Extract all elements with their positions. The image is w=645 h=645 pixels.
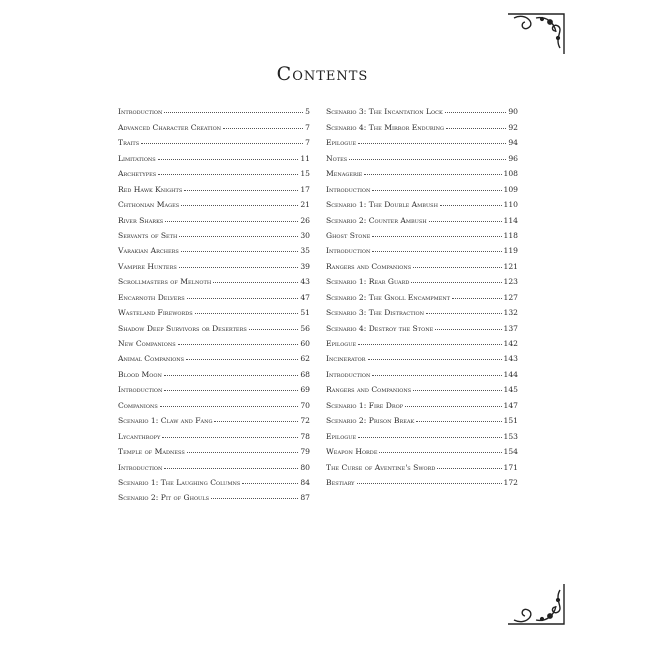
dot-leader (440, 205, 502, 206)
toc-entry-title: Scrollmasters of Melnoth (118, 277, 212, 287)
dot-leader (249, 329, 299, 330)
toc-entry[interactable] (326, 225, 518, 240)
toc-entry-title: Traits (118, 138, 140, 148)
toc-entry-page: 30 (300, 230, 310, 240)
dot-leader (164, 390, 298, 391)
toc-entry-page: 68 (300, 369, 310, 379)
toc-entry-page: 119 (503, 246, 518, 256)
dot-leader (446, 128, 506, 129)
flourish-bottom-right-icon (506, 582, 566, 630)
toc-entry-page: 26 (300, 215, 310, 225)
dot-leader (179, 267, 299, 268)
toc-entry[interactable] (326, 317, 518, 332)
dot-leader (178, 344, 299, 345)
dot-leader (379, 452, 501, 453)
toc-entry[interactable] (118, 194, 310, 209)
dot-leader (364, 174, 501, 175)
dot-leader (349, 159, 506, 160)
toc-entry-page: 17 (300, 184, 310, 194)
dot-leader (357, 483, 502, 484)
dot-leader (181, 205, 298, 206)
toc-entry-title: Scenario 3: The Distraction (326, 308, 425, 318)
toc-entry-title: Advanced Character Creation (118, 122, 222, 132)
toc-entry[interactable] (326, 441, 518, 456)
toc-entry-page: 137 (503, 323, 518, 333)
toc-entry-title: Limitations (118, 153, 156, 163)
toc-entry-title: Epilogue (326, 431, 357, 441)
toc-entry[interactable] (118, 394, 310, 409)
dot-leader (405, 406, 501, 407)
toc-entry-page: 145 (503, 385, 518, 395)
toc-entry[interactable] (118, 240, 310, 255)
dot-leader (158, 174, 298, 175)
toc-entry[interactable] (118, 456, 310, 471)
toc-entry[interactable] (326, 472, 518, 487)
toc-entry[interactable] (118, 225, 310, 240)
toc-entry-page: 121 (503, 261, 518, 271)
toc-entry[interactable] (326, 209, 518, 224)
toc-entry[interactable] (326, 302, 518, 317)
dot-leader (181, 251, 298, 252)
dot-leader (242, 483, 298, 484)
toc-entry-page: 5 (305, 107, 310, 117)
dot-leader (211, 498, 298, 499)
toc-entry-title: Scenario 4: The Mirror Enduring (326, 122, 445, 132)
toc-entry[interactable] (118, 101, 310, 116)
toc-entry-page: 72 (300, 416, 310, 426)
toc-entry-title: Introduction (326, 246, 371, 256)
toc-column-right (326, 101, 518, 487)
toc-entry-page: 84 (300, 477, 310, 487)
toc-entry-title: Scenario 4: Destroy the Stone (326, 323, 434, 333)
dot-leader (372, 251, 501, 252)
toc-entry-page: 70 (300, 400, 310, 410)
dot-leader (435, 329, 501, 330)
page-title: Contents (276, 63, 369, 85)
toc-entry-title: Scenario 2: Pit of Ghouls (118, 493, 210, 503)
dot-leader (184, 190, 298, 191)
toc-entry-title: Temple of Madness (118, 447, 185, 457)
dot-leader (445, 112, 507, 113)
toc-entry-page: 154 (503, 447, 518, 457)
dot-leader (413, 390, 501, 391)
toc-entry-page: 60 (300, 339, 310, 348)
dot-leader (186, 359, 298, 360)
toc-entry[interactable] (118, 271, 310, 286)
toc-entry[interactable] (326, 132, 518, 147)
dot-leader (358, 437, 501, 438)
toc-entry[interactable] (118, 410, 310, 425)
toc-entry-page: 90 (508, 107, 518, 117)
toc-entry[interactable] (326, 410, 518, 425)
toc-entry-page: 11 (300, 153, 310, 163)
toc-entry[interactable] (326, 240, 518, 255)
dot-leader (429, 221, 502, 222)
toc-entry-title: Chthonian Mages (118, 200, 180, 210)
toc-entry-title: Encarnoth Delvers (118, 292, 185, 302)
toc-entry[interactable] (118, 286, 310, 301)
toc-entry-page: 35 (300, 246, 310, 256)
toc-entry[interactable] (118, 209, 310, 224)
toc-entry[interactable] (118, 363, 310, 378)
toc-entry-page: 172 (503, 477, 518, 487)
toc-entry-title: Introduction (118, 107, 163, 117)
toc-entry-title: Bestiary (326, 477, 355, 487)
toc-entry[interactable] (326, 116, 518, 131)
toc-entry-title: Archetypes (118, 169, 157, 179)
toc-entry-page: 153 (503, 431, 518, 441)
toc-entry[interactable] (118, 348, 310, 363)
toc-entry-page: 147 (503, 400, 518, 410)
toc-entry-page: 114 (503, 215, 518, 225)
dot-leader (195, 313, 299, 314)
toc-entry-page: 108 (503, 169, 518, 179)
toc-entry-title: Red Hawk Knights (118, 184, 183, 194)
toc-entry-title: Ghost Stone (326, 230, 371, 240)
toc-entry-title: Scenario 1: Claw and Fang (118, 416, 213, 426)
toc-entry-page: 39 (300, 261, 310, 271)
dot-leader (164, 468, 298, 469)
toc-entry-title: Weapon Horde (326, 447, 378, 457)
toc-entry-title: New Companions (118, 339, 176, 348)
toc-entry-page: 15 (300, 169, 310, 179)
toc-entry[interactable] (326, 163, 518, 178)
dot-leader (452, 298, 501, 299)
dot-leader (416, 421, 501, 422)
toc-entry-page: 69 (300, 385, 310, 395)
dot-leader (187, 298, 299, 299)
toc-entry-title: Companions (118, 400, 158, 410)
dot-leader (223, 128, 303, 129)
toc-entry-title: Introduction (326, 369, 371, 379)
toc-entry[interactable] (118, 147, 310, 162)
toc-entry-page: 127 (503, 292, 518, 302)
toc-entry[interactable] (326, 394, 518, 409)
toc-entry-title: Introduction (326, 184, 371, 194)
toc-entry-title: Varakian Archers (118, 246, 179, 256)
toc-entry[interactable] (326, 456, 518, 471)
toc-entry[interactable] (118, 333, 310, 348)
toc-entry-title: Scenario 2: Counter Ambush (326, 215, 427, 225)
toc-entry-title: Animal Companions (118, 354, 185, 364)
dot-leader (160, 406, 299, 407)
toc-entry-title: Blood Moon (118, 369, 162, 379)
toc-entry-page: 123 (503, 277, 518, 287)
toc-entry[interactable] (118, 255, 310, 270)
toc-entry-title: Shadow Deep Survivors or Deserters (118, 323, 247, 333)
toc-entry-page: 21 (300, 200, 310, 210)
toc-entry-title: Servants of Seth (118, 230, 178, 240)
toc-entry-title: Scenario 2: Prison Break (326, 416, 415, 426)
toc-entry-page: 92 (508, 122, 518, 132)
dot-leader (426, 313, 501, 314)
toc-entry-title: Introduction (118, 462, 163, 472)
dot-leader (165, 221, 298, 222)
toc-entry[interactable] (118, 116, 310, 131)
toc-entry[interactable] (326, 255, 518, 270)
dot-leader (372, 190, 501, 191)
toc-entry-page: 7 (305, 122, 310, 132)
toc-entry-title: Notes (326, 153, 348, 163)
toc-entry-title: The Curse of Aventine's Sword (326, 462, 436, 472)
toc-entry[interactable] (118, 302, 310, 317)
toc-entry-title: Wasteland Firewords (118, 308, 193, 318)
toc-entry[interactable] (326, 101, 518, 116)
dot-leader (372, 375, 501, 376)
dot-leader (413, 267, 501, 268)
toc-entry-title: Vampire Hunters (118, 261, 177, 271)
dot-leader (358, 344, 501, 345)
toc-entry-title: Scenario 3: The Incantation Lock (326, 107, 443, 117)
toc-entry[interactable] (326, 348, 518, 363)
toc-entry-page: 151 (503, 416, 518, 426)
toc-entry-page: 94 (508, 138, 518, 148)
toc-entry-title: Scenario 2: The Gnoll Encampment (326, 292, 451, 302)
toc-entry-page: 144 (503, 369, 518, 379)
toc-entry-title: Menagerie (326, 169, 363, 179)
dot-leader (164, 375, 298, 376)
toc-entry-page: 56 (300, 323, 310, 333)
dot-leader (179, 236, 298, 237)
toc-entry-page: 78 (300, 431, 310, 441)
toc-entry[interactable] (118, 425, 310, 440)
toc-entry[interactable] (326, 147, 518, 162)
dot-leader (164, 112, 303, 113)
dot-leader (213, 282, 298, 283)
toc-entry-page: 80 (300, 462, 310, 472)
toc-entry[interactable] (118, 487, 310, 502)
toc-entry-page: 7 (305, 138, 310, 148)
toc-entry-title: Introduction (118, 385, 163, 395)
toc-entry[interactable] (118, 163, 310, 178)
toc-entry-title: Scenario 1: The Laughing Columns (118, 477, 241, 487)
toc-entry-page: 62 (300, 354, 310, 364)
toc-entry[interactable] (118, 441, 310, 456)
toc-entry-page: 143 (503, 354, 518, 364)
toc-entry[interactable] (118, 472, 310, 487)
toc-entry-title: Incinerator (326, 354, 366, 364)
dot-leader (372, 236, 501, 237)
toc-entry[interactable] (326, 333, 518, 348)
toc-entry[interactable] (326, 379, 518, 394)
dot-leader (358, 143, 506, 144)
dot-leader (162, 437, 298, 438)
toc-entry[interactable] (118, 178, 310, 193)
toc-entry-page: 96 (508, 153, 518, 163)
toc-entry[interactable] (326, 178, 518, 193)
toc-entry[interactable] (118, 132, 310, 147)
dot-leader (141, 143, 303, 144)
toc-entry-page: 43 (300, 277, 310, 287)
flourish-top-right-icon (506, 8, 566, 56)
toc-entry-title: Epilogue (326, 339, 357, 348)
toc-entry[interactable] (118, 379, 310, 394)
toc-entry-page: 47 (300, 292, 310, 302)
toc-entry-page: 51 (300, 308, 310, 318)
toc-entry[interactable] (326, 194, 518, 209)
toc-entry-title: Scenario 1: Fire Drop (326, 400, 404, 410)
toc-entry-page: 142 (503, 339, 518, 348)
dot-leader (437, 468, 501, 469)
toc-entry-page: 87 (300, 493, 310, 503)
toc-entry[interactable] (118, 317, 310, 332)
toc-entry[interactable] (326, 425, 518, 440)
toc-entry-title: Scenario 1: Rear Guard (326, 277, 410, 287)
toc-entry-page: 132 (503, 308, 518, 318)
dot-leader (214, 421, 298, 422)
toc-entry-page: 79 (300, 447, 310, 457)
toc-entry[interactable] (326, 363, 518, 378)
toc-entry-title: Rangers and Companions (326, 261, 412, 271)
toc-entry[interactable] (326, 286, 518, 301)
toc-entry-page: 110 (503, 200, 518, 210)
toc-entry-title: River Sharks (118, 215, 164, 225)
toc-entry-title: Rangers and Companions (326, 385, 412, 395)
toc-entry-title: Epilogue (326, 138, 357, 148)
toc-entry-page: 118 (503, 230, 518, 240)
toc-entry-title: Scenario 1: The Double Ambush (326, 200, 438, 210)
toc-column-left (118, 101, 310, 502)
dot-leader (187, 452, 299, 453)
dot-leader (368, 359, 502, 360)
dot-leader (411, 282, 501, 283)
toc-entry-title: Lycanthropy (118, 431, 161, 441)
toc-entry-page: 171 (503, 462, 518, 472)
toc-entry-page: 109 (503, 184, 518, 194)
dot-leader (158, 159, 299, 160)
toc-entry[interactable] (326, 271, 518, 286)
